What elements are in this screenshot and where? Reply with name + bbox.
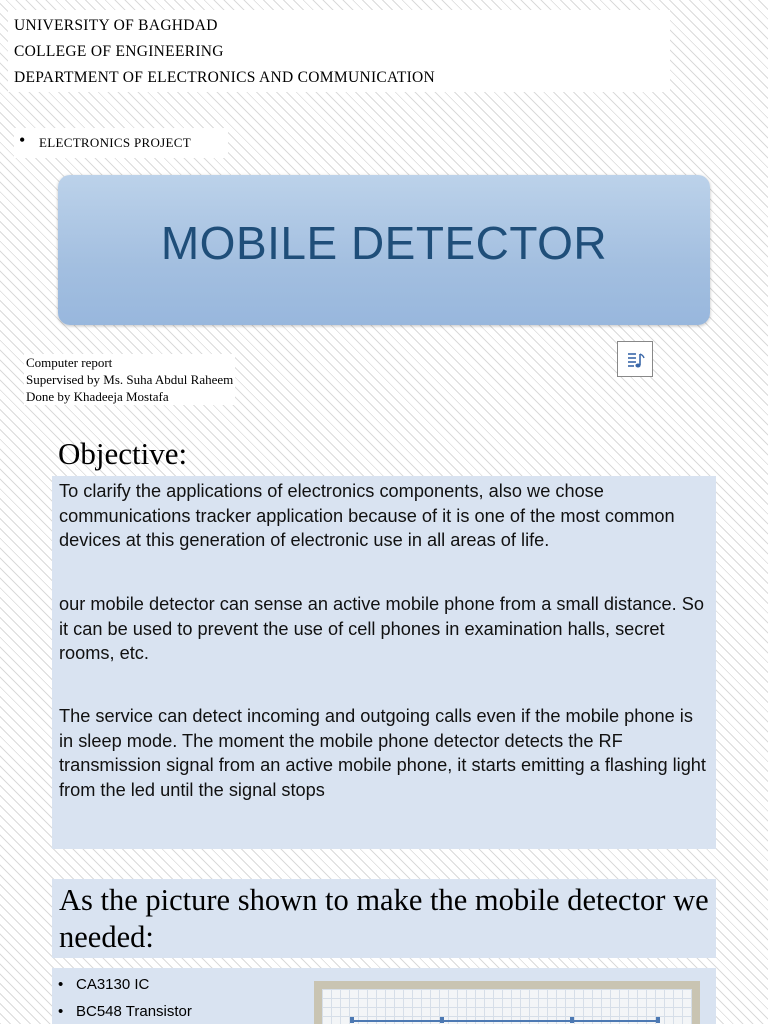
circuit-node — [440, 1017, 444, 1023]
department-name: DEPARTMENT OF ELECTRONICS AND COMMUNICATION — [14, 69, 436, 86]
bullet: • — [58, 1003, 64, 1020]
list-item — [58, 1003, 192, 1020]
bullet: • — [19, 130, 26, 150]
college-name: COLLEGE OF ENGINEERING — [14, 43, 224, 60]
page-title: MOBILE DETECTOR — [160, 217, 608, 269]
header-box — [8, 10, 670, 92]
credits — [24, 354, 235, 405]
document-audio-glyph — [618, 342, 652, 376]
objective-paragraph: our mobile detector can sense an active mobile phone from a small distance. So it can be used to prevent the use of cell phones in examination halls, secret rooms, etc. — [59, 594, 704, 663]
title-banner — [58, 175, 710, 325]
circuit-node — [350, 1017, 354, 1023]
part-label: CA3130 IC — [76, 976, 150, 993]
objective-panel — [52, 476, 716, 849]
report-type: Computer report — [26, 355, 113, 370]
objective-paragraph: To clarify the applications of electronics components, also we chose communications tracker application because of it is one of the most common devices at this generation of electronic use in all areas of life. — [59, 481, 675, 550]
part-label: BC548 Transistor — [76, 1003, 192, 1020]
objective-heading: Objective: — [58, 436, 188, 471]
university-name: UNIVERSITY OF BAGHDAD — [14, 17, 218, 34]
supervisor: Supervised by Ms. Suha Abdul Raheem — [26, 372, 234, 387]
list-item — [58, 976, 149, 993]
circuit-node — [656, 1017, 660, 1023]
bullet: • — [58, 976, 64, 993]
circuit-grid — [322, 989, 692, 1024]
circuit-image — [314, 981, 700, 1024]
circuit-node — [570, 1017, 574, 1023]
circuit-wire — [350, 1020, 660, 1022]
project-label-box — [14, 128, 228, 158]
needed-heading: As the picture shown to make the mobile detector we needed: — [59, 883, 709, 954]
needed-panel — [52, 879, 716, 958]
project-label: ELECTRONICS PROJECT — [39, 135, 191, 150]
objective-paragraph: The service can detect incoming and outgoing calls even if the mobile phone is in sleep mode. The moment the mobile phone detector detects the RF transmission signal from an active mobile phone, it starts emitting a flashing light from the led until the signal stops — [59, 706, 706, 800]
document-audio-icon[interactable] — [617, 341, 653, 377]
author: Done by Khadeeja Mostafa — [26, 389, 169, 404]
